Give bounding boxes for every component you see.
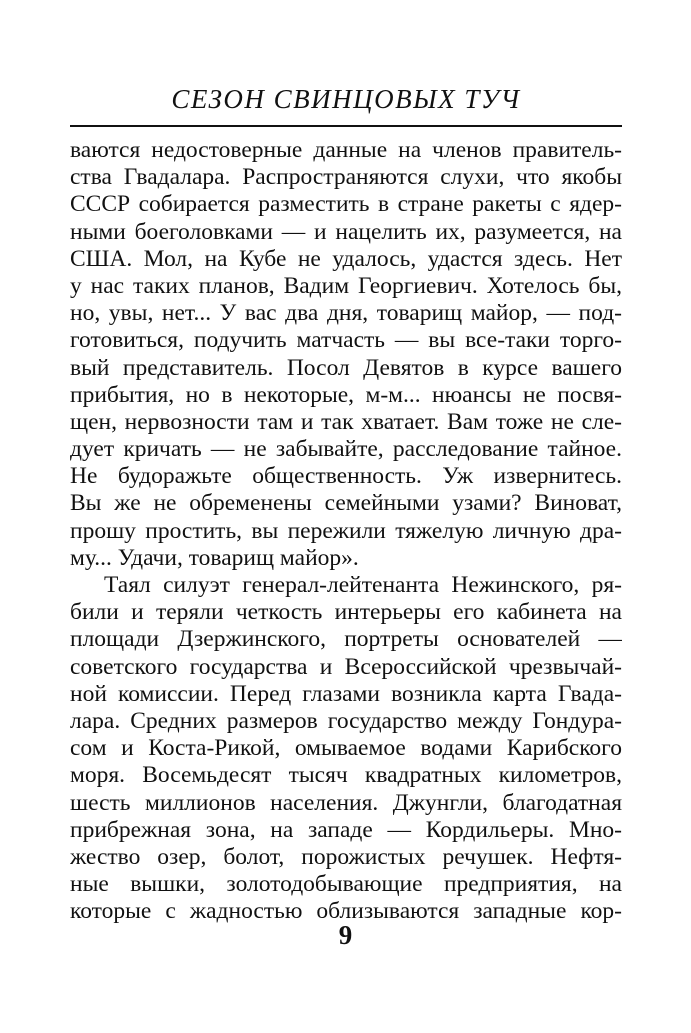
text-line: шесть миллионов населения. Джунгли, благодатная (70, 789, 622, 816)
header-rule (70, 125, 622, 127)
text-line: му... Удачи, товарищ майор». (70, 544, 359, 571)
text-line: прибытия, но в некоторые, м-м... нюансы не посвя- (70, 381, 622, 408)
text-line: Не будоражьте общественность. Уж извернитесь. (70, 463, 622, 490)
text-line: у нас таких планов, Вадим Георгиевич. Хотелось бы, (70, 272, 622, 299)
paragraph-1 (70, 137, 622, 572)
text-line: готовиться, подучить матчасть — вы все-таки торго- (70, 327, 622, 354)
text-line: били и теряли четкость интерьеры его кабинета на (70, 599, 622, 626)
text-line: лара. Средних размеров государство между Гондура- (70, 707, 622, 734)
text-line: ными боеголовками — и нацелить их, разумеется, на (70, 218, 622, 245)
text-line: США. Мол, на Кубе не удалось, удастся здесь. Нет (70, 245, 622, 272)
text-line: ваются недостоверные данные на членов правитель- (70, 137, 622, 163)
text-line: Вы же не обременены семейными узами? Виноват, (70, 490, 622, 517)
text-line: но, увы, нет... У вас два дня, товарищ майор, — под- (70, 300, 622, 327)
text-line: площади Дзержинского, портреты основателей — (70, 626, 622, 653)
text-line: СССР собирается разместить в стране ракеты с ядер- (70, 191, 622, 218)
paragraph-2 (70, 572, 622, 925)
running-head: СЕЗОН СВИНЦОВЫХ ТУЧ (171, 84, 521, 114)
text-line: ной комиссии. Перед глазами возникла карта Гвада- (70, 680, 622, 707)
body-text (70, 137, 622, 925)
text-line: щен, нервозности там и так хватает. Вам тоже не сле- (70, 408, 622, 435)
text-line: моря. Восемьдесят тысяч квадратных километров, (70, 762, 622, 789)
text-line: ства Гвадалара. Распространяются слухи, что якобы (70, 164, 622, 191)
text-line: Таял силуэт генерал-лейтенанта Нежинского, ря- (104, 572, 622, 598)
text-line: прибрежная зона, на западе — Кордильеры. Мно- (70, 816, 622, 843)
page-number: 9 (338, 920, 353, 950)
text-line: советского государства и Всероссийской чрезвычай- (70, 653, 622, 680)
text-line: ные вышки, золотодобывающие предприятия, на (70, 871, 622, 898)
text-line: дует кричать — не забывайте, расследование тайное. (70, 436, 622, 463)
text-line: вый представитель. Посол Девятов в курсе вашего (70, 354, 622, 381)
text-line: сом и Коста-Рикой, омываемое водами Карибского (70, 735, 622, 762)
text-line: жество озер, болот, порожистых речушек. Нефтя- (70, 843, 622, 870)
text-line: прошу простить, вы пережили тяжелую личную дра- (70, 517, 622, 544)
text-line: которые с жадностью облизываются западные кор- (70, 898, 622, 925)
